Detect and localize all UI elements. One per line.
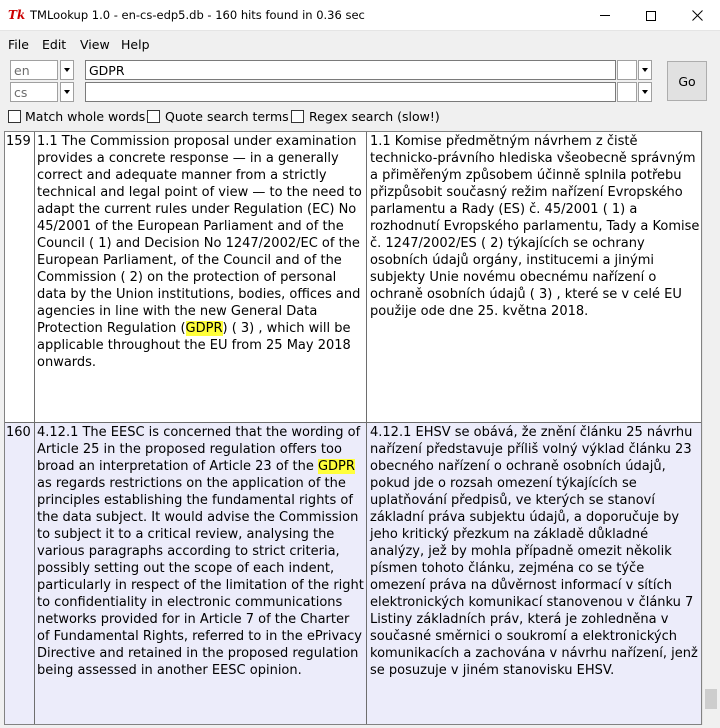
window-title: TMLookup 1.0 - en-cs-edp5.db - 160 hits found in 0.36 sec [30,8,365,22]
search-options [0,108,720,126]
target-search-input[interactable] [85,82,616,102]
quote-search-terms-checkbox[interactable] [147,110,160,123]
source-history-combo[interactable] [617,60,637,80]
match-whole-words-label[interactable]: Match whole words [25,109,146,124]
close-button[interactable] [674,0,720,31]
source-language-value: en [14,63,30,78]
scrollbar-thumb[interactable] [705,689,717,709]
regex-search-label[interactable]: Regex search (slow!) [309,109,440,124]
search-match-highlight: GDPR [317,459,355,474]
target-segment[interactable]: 4.12.1 EHSV se obává, že znění článku 25 návrhu nařízení představuje příliš volný výklad článku 23 obecného nařízení o ochraně osobních údajů, pokud jde o rozsah omezení týkajících se uplatňování předpisů, ve kterých se stanoví základní práva subjektu údajů, a doporučuje by jeho kritický přezkum na základě důkladné analýzy, jež by mohla případně omezit několik písmen tohoto článku, zejména co se týče omezení práva na důvěrnost informací v sítích elektronických komunikací stanovenou v článku 7 Listiny základních práv, která je zohledněna v současné směrnici o soukromí a elektronických komunikacích a zachována v návrhu nařízení, jenž se posuzuje v jiném stanovisku EHSV. [370,425,698,678]
target-language-value: cs [14,85,28,100]
source-segment[interactable] [35,132,367,423]
source-text: ) ( 3) , which will be applicable throughout the EU from 25 May 2018 onwards. [37,321,351,370]
source-history-dropdown-button[interactable] [638,60,652,80]
quote-search-terms-label[interactable]: Quote search terms [165,109,289,124]
source-text: as regards restrictions on the application of the principles establishing the fundamental rights of the data subject. It would advise the Commission to subject it to a critical review, analysing the various paragraphs according to strict criteria, possibly setting out the scope of each indent, particularly in respect of the limitation of the right to confidentiality in electronic communications networks provided for in Article 7 of the Charter of Fundamental Rights, referred to in the ePrivacy Directive and retained in the proposed regulation being assessed in another EESC opinion. [37,476,364,678]
minimize-button[interactable] [582,0,628,31]
source-language-select[interactable] [10,60,58,80]
chevron-down-icon [64,90,70,94]
title-bar [0,0,720,31]
maximize-button[interactable] [628,0,674,31]
table-row[interactable] [5,423,702,725]
target-history-combo[interactable] [617,82,637,102]
search-input[interactable] [85,60,616,80]
target-language-select[interactable] [10,82,58,102]
target-history-dropdown-button[interactable] [638,82,652,102]
go-button[interactable]: Go [667,61,707,101]
table-row[interactable] [5,132,702,423]
close-icon [692,10,703,21]
match-whole-words-checkbox[interactable] [8,110,21,123]
source-text: 1.1 The Commission proposal under examination provides a concrete response — in a generally correct and adequate manner from a strictly technical and legal point of view — to the need to adapt the current rules under Regulation (EC) No 45/2001 of the European Parliament and of the Council ( 1) and Decision No 1247/2002/EC of the European Parliament, of the Council and of the Commission ( 2) on the protection of personal data by the Union institutions, bodies, offices and agencies in line with the new General Data Protection Regulation ( [37,134,362,336]
results-table[interactable] [4,131,702,725]
chevron-down-icon [642,68,648,72]
source-language-dropdown-button[interactable] [60,60,74,80]
hit-number: 160 [5,423,35,725]
hit-number: 159 [5,132,35,423]
app-icon: Tk [8,8,26,22]
source-segment[interactable] [35,423,367,725]
menu-edit[interactable]: Edit [42,37,67,52]
regex-search-checkbox[interactable] [291,110,304,123]
menu-view[interactable]: View [80,37,110,52]
chevron-down-icon [64,68,70,72]
menu-file[interactable]: File [8,37,29,52]
minimize-icon [600,15,610,16]
results-scrollbar[interactable] [702,131,719,725]
menu-help[interactable]: Help [121,37,150,52]
chevron-down-icon [642,90,648,94]
target-language-dropdown-button[interactable] [60,82,74,102]
menu-bar [0,33,720,55]
target-segment[interactable]: 1.1 Komise předmětným návrhem z čistě technicko-právního hlediska všeobecně správným a přiměřeným způsobem účinně splnila potřebu přizpůsobit současný režim nařízení Evropského parlamentu a Rady (ES) č. 45/2001 ( 1) a rozhodnutí Evropského parlamentu, Tady a Komise č. 1247/2002/ES ( 2) týkajících se ochrany osobních údajů orgány, institucemi a jinými subjekty Unie novému obecnému nařízení o ochraně osobních údajů ( 3) , které se v celé EU použije ode dne 25. května 2018. [367,132,702,423]
source-text: 4.12.1 The EESC is concerned that the wording of Article 25 in the proposed regulation offers too broad an interpretation of Article 23 of the [37,425,361,474]
search-match-highlight: GDPR [185,321,223,336]
maximize-icon [646,11,656,21]
